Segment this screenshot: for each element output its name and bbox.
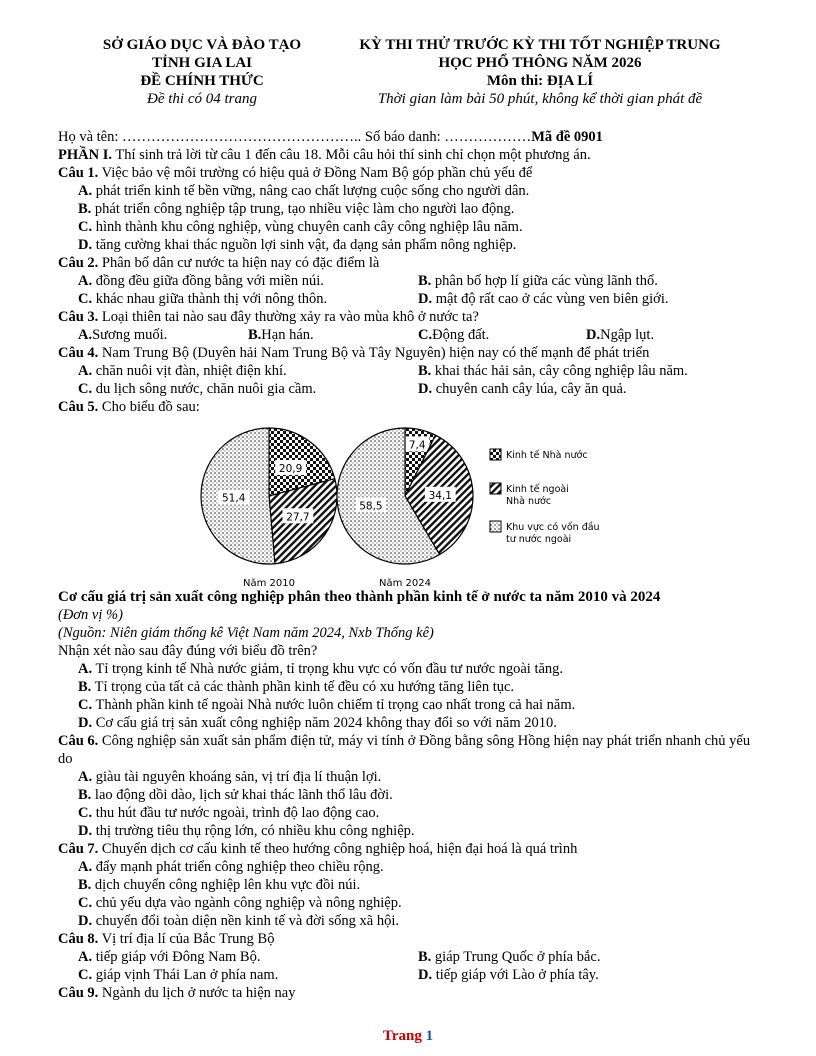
q2-option-c [78, 290, 418, 308]
option-key: A. [78, 949, 93, 965]
q2-options-row1 [58, 272, 768, 290]
exam-code: Mã đề 0901 [531, 129, 603, 145]
pie-year-label: Năm 2024 [379, 578, 431, 588]
option-key: C. [78, 967, 93, 983]
q5-option-a [58, 660, 768, 678]
pie-chart-figure [58, 416, 768, 588]
q3-option-d [586, 326, 654, 344]
option-key: B. [248, 327, 262, 343]
option-key: A. [78, 273, 93, 289]
exam-content [58, 128, 768, 1002]
header-right [335, 36, 745, 108]
option-key: C. [78, 805, 93, 821]
chart-caption: Cơ cấu giá trị sản xuất công nghiệp phân theo thành phần kinh tế ở nước ta năm 2010 và 2024 [58, 589, 661, 605]
option-key: A. [78, 661, 93, 677]
q3-options-row [58, 326, 768, 344]
q6-option-c [58, 804, 768, 822]
option-key: C. [78, 291, 93, 307]
q2-option-b [418, 272, 658, 290]
q4-option-a [78, 362, 418, 380]
question-6 [58, 732, 768, 768]
question-8 [58, 930, 768, 948]
data-label: 51,4 [222, 492, 246, 505]
question-label: Câu 6. [58, 733, 99, 749]
question-4 [58, 344, 768, 362]
q1-option-a [58, 182, 768, 200]
option-key: D. [418, 291, 433, 307]
pie-layer [201, 428, 473, 588]
q5-option-d [58, 714, 768, 732]
option-key: B. [418, 363, 432, 379]
q6-option-d [58, 822, 768, 840]
option-text: chuyển đổi toàn diện nền kinh tế và đời sống xã hội. [92, 913, 399, 929]
option-key: B. [418, 949, 432, 965]
q4-options-row2 [58, 380, 768, 398]
option-text: khác nhau giữa thành thị với nông thôn. [92, 291, 328, 307]
option-text: giàu tài nguyên khoáng sản, vị trí địa lí thuận lợi. [92, 769, 382, 785]
part1-heading [58, 146, 768, 164]
option-text: Động đất. [432, 327, 490, 343]
q2-options-row2 [58, 290, 768, 308]
q8-option-a [78, 948, 418, 966]
legend-label: tư nước ngoài [506, 534, 572, 545]
q7-option-c [58, 894, 768, 912]
page-footer [0, 1028, 816, 1045]
legend-swatch [490, 521, 501, 532]
legend-label: Khu vực có vốn đầu [506, 522, 600, 533]
q8-option-c [78, 966, 418, 984]
q8-options-row1 [58, 948, 768, 966]
q3-option-a [78, 326, 248, 344]
option-text: phân bố hợp lí giữa các vùng lãnh thổ. [431, 273, 658, 289]
question-prompt: Nhận xét nào sau đây đúng với biểu đồ trên? [58, 643, 318, 659]
option-text: tiếp giáp với Đông Nam Bộ. [92, 949, 261, 965]
q7-option-d [58, 912, 768, 930]
option-text: dịch chuyển công nghiệp lên khu vực đồi núi. [91, 877, 361, 893]
question-stem: Loại thiên tai nào sau đây thường xảy ra vào mùa khô ở nước ta? [98, 309, 479, 325]
pie-year-label: Năm 2010 [243, 578, 295, 588]
option-key: D. [78, 237, 93, 253]
question-label: Câu 1. [58, 165, 99, 181]
option-key: A. [78, 363, 93, 379]
question-1 [58, 164, 768, 182]
option-key: A. [78, 327, 93, 343]
q1-option-d [58, 236, 768, 254]
page-count-note: Đề thi có 04 trang [147, 91, 257, 107]
legend-swatch [490, 483, 501, 494]
candidate-fields: Họ và tên: ………………………………………….. Số báo danh: ……………… [58, 129, 532, 145]
option-text: mật độ rất cao ở các vùng ven biên giới. [432, 291, 669, 307]
question-stem: Nam Trung Bộ (Duyên hải Nam Trung Bộ và Tây Nguyên) hiện nay có thế mạnh để phát triển [98, 345, 650, 361]
option-key: C. [78, 895, 93, 911]
question-label: Câu 9. [58, 985, 99, 1001]
option-key: A. [78, 859, 93, 875]
q8-option-b [418, 948, 600, 966]
option-key: B. [78, 787, 92, 803]
option-key: D. [418, 967, 433, 983]
question-stem: Công nghiệp sản xuất sản phẩm điện tử, máy vi tính ở Đồng bằng sông Hồng hiện nay phát triển nhanh chủ yếu do [58, 733, 751, 767]
question-7 [58, 840, 768, 858]
q1-option-b [58, 200, 768, 218]
option-text: Tỉ trọng kinh tế Nhà nước giảm, tỉ trọng khu vực có vốn đầu tư nước ngoài tăng. [92, 661, 564, 677]
option-text: khai thác hải sản, cây công nghiệp lâu năm. [431, 363, 688, 379]
option-text: thị trường tiêu thụ rộng lớn, có nhiều khu công nghiệp. [92, 823, 415, 839]
question-2 [58, 254, 768, 272]
q4-option-d [418, 380, 627, 398]
option-key: D. [418, 381, 433, 397]
option-text: Ngập lụt. [600, 327, 655, 343]
question-stem: Vị trí địa lí của Bắc Trung Bộ [98, 931, 275, 947]
question-stem: Ngành du lịch ở nước ta hiện nay [98, 985, 296, 1001]
q7-option-b [58, 876, 768, 894]
q6-option-b [58, 786, 768, 804]
q6-option-a [58, 768, 768, 786]
data-label: 58,5 [359, 500, 383, 513]
question-5 [58, 398, 768, 416]
option-text: hình thành khu công nghiệp, vùng chuyên canh cây công nghiệp lâu năm. [92, 219, 523, 235]
data-label: 7,4 [408, 439, 426, 452]
option-text: đẩy mạnh phát triển công nghiệp theo chiều rộng. [92, 859, 384, 875]
option-key: D. [78, 913, 93, 929]
part1-title: PHẦN I. [58, 147, 112, 163]
option-key: B. [78, 877, 92, 893]
exam-title-line1: KỲ THI THỬ TRƯỚC KỲ THI TỐT NGHIỆP TRUNG [359, 37, 721, 53]
chart-source: (Nguồn: Niên giám thống kê Việt Nam năm 2024, Nxb Thống kê) [58, 625, 434, 641]
question-label: Câu 8. [58, 931, 99, 947]
option-key: C. [418, 327, 433, 343]
option-text: Sương muối. [92, 327, 168, 343]
q8-option-d [418, 966, 599, 984]
pie-chart [178, 416, 698, 588]
option-key: A. [78, 183, 93, 199]
q4-options-row1 [58, 362, 768, 380]
exam-title-line2: HỌC PHỔ THÔNG NĂM 2026 [438, 55, 642, 71]
page-word: Trang [382, 1028, 422, 1044]
q2-option-d [418, 290, 669, 308]
q5-option-c [58, 696, 768, 714]
option-text: chăn nuôi vịt đàn, nhiệt điện khí. [92, 363, 287, 379]
data-label: 27,7 [286, 511, 310, 524]
question-label: Câu 5. [58, 399, 99, 415]
question-label: Câu 4. [58, 345, 99, 361]
q1-option-c [58, 218, 768, 236]
q4-option-b [418, 362, 688, 380]
q8-options-row2 [58, 966, 768, 984]
province-name: TỈNH GIA LAI [151, 55, 253, 71]
chart-legend [490, 449, 600, 545]
option-key: D. [78, 715, 93, 731]
question-3 [58, 308, 768, 326]
option-text: giáp Trung Quốc ở phía bắc. [431, 949, 601, 965]
option-text: Cơ cấu giá trị sản xuất công nghiệp năm 2024 không thay đổi so với năm 2010. [92, 715, 557, 731]
option-text: tiếp giáp với Lào ở phía tây. [432, 967, 599, 983]
legend-label: Nhà nước [506, 496, 552, 507]
option-key: C. [78, 697, 93, 713]
legend-label: Kinh tế ngoài [506, 484, 569, 495]
option-text: tăng cường khai thác nguồn lợi sinh vật, đa dạng sản phẩm nông nghiệp. [92, 237, 517, 253]
option-key: D. [78, 823, 93, 839]
q3-option-b [248, 326, 418, 344]
q3-option-c [418, 326, 586, 344]
question-stem: Phân bố dân cư nước ta hiện nay có đặc điểm là [98, 255, 380, 271]
q5-option-b [58, 678, 768, 696]
question-stem: Cho biểu đồ sau: [98, 399, 200, 415]
option-text: thu hút đầu tư nước ngoài, trình độ lao động cao. [92, 805, 380, 821]
option-text: chủ yếu dựa vào ngành công nghiệp và nông nghiệp. [92, 895, 402, 911]
question-9 [58, 984, 768, 1002]
subject-label: Môn thi: ĐỊA LÍ [486, 73, 594, 89]
q2-option-a [78, 272, 418, 290]
option-text: phát triển kinh tế bền vững, nâng cao chất lượng cuộc sống cho người dân. [92, 183, 530, 199]
page-number: 1 [425, 1028, 434, 1044]
q4-option-c [78, 380, 418, 398]
q7-option-a [58, 858, 768, 876]
option-text: đồng đều giữa đồng bằng với miền núi. [92, 273, 324, 289]
option-text: Hạn hán. [261, 327, 314, 343]
question-stem: Việc bảo vệ môi trường có hiệu quả ở Đồng Nam Bộ góp phần chủ yếu để [98, 165, 533, 181]
official-label: ĐỀ CHÍNH THỨC [140, 73, 264, 89]
question-stem: Chuyển dịch cơ cấu kinh tế theo hướng công nghiệp hoá, hiện đại hoá là quá trình [98, 841, 578, 857]
data-label: 20,9 [278, 463, 303, 475]
department-name: SỞ GIÁO DỤC VÀ ĐÀO TẠO [102, 37, 302, 53]
option-key: D. [586, 327, 601, 343]
option-key: B. [78, 201, 92, 217]
option-key: B. [78, 679, 92, 695]
option-text: giáp vịnh Thái Lan ở phía nam. [92, 967, 279, 983]
option-key: C. [78, 219, 93, 235]
chart-unit: (Đơn vị %) [58, 607, 123, 623]
candidate-line [58, 128, 768, 146]
legend-label: Kinh tế Nhà nước [506, 450, 588, 461]
option-key: C. [78, 381, 93, 397]
option-text: Tỉ trọng của tất cả các thành phần kinh tế đều có xu hướng tăng liên tục. [91, 679, 515, 695]
option-text: chuyên canh cây lúa, cây ăn quả. [432, 381, 627, 397]
question-label: Câu 7. [58, 841, 99, 857]
option-text: lao động dồi dào, lịch sử khai thác lãnh thổ lâu đời. [91, 787, 393, 803]
option-key: B. [418, 273, 432, 289]
question-label: Câu 3. [58, 309, 99, 325]
part1-instructions: Thí sinh trả lời từ câu 1 đến câu 18. Mỗi câu hỏi thí sinh chỉ chọn một phương án. [111, 147, 591, 163]
time-note: Thời gian làm bài 50 phút, không kể thời gian phát đề [377, 91, 703, 107]
option-text: phát triển công nghiệp tập trung, tạo nhiều việc làm cho người lao động. [91, 201, 515, 217]
option-text: du lịch sông nước, chăn nuôi gia cầm. [92, 381, 317, 397]
legend-swatch [490, 449, 501, 460]
question-label: Câu 2. [58, 255, 99, 271]
header-left [62, 36, 342, 108]
option-text: Thành phần kinh tế ngoài Nhà nước luôn chiếm tỉ trọng cao nhất trong cả hai năm. [92, 697, 576, 713]
option-key: A. [78, 769, 93, 785]
data-label: 34,1 [428, 489, 452, 502]
